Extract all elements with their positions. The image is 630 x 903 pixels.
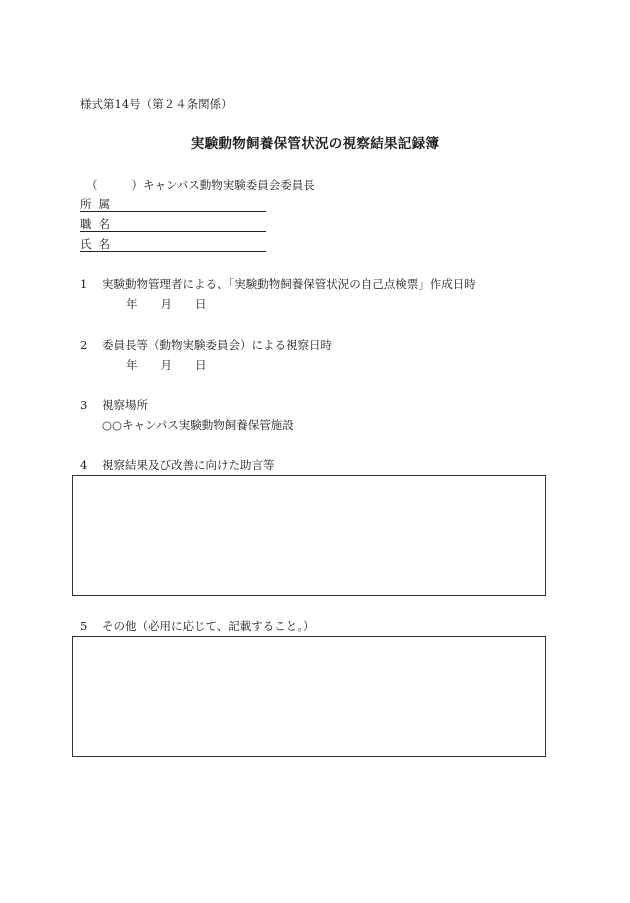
section-4-text: 視察結果及び改善に向けた助言等 [102,458,275,472]
addressee-title: ）キャンパス動物実験委員会委員長 [131,178,315,192]
field-label-position: 職名 [80,217,117,231]
field-label-name: 氏名 [80,237,117,251]
page-title: 実験動物飼養保管状況の視察結果記録簿 [190,136,440,152]
section-1-number: 1 [80,277,88,291]
section-4-number: 4 [80,458,88,472]
section-2-text: 委員長等（動物実験委員会）による視察日時 [102,338,332,352]
section-3-location: ○○キャンパス実験動物飼養保管施設 [102,418,294,432]
section-1-date: 年 月 日 [126,297,207,311]
section-3-text: 視察場所 [102,398,148,412]
section-1-text: 実験動物管理者による、「実験動物飼養保管状況の自己点検票」作成日時 [102,277,476,291]
form-number: 様式第14号（第２４条関係） [80,97,233,111]
section-2-number: 2 [80,338,88,352]
section-4-textbox[interactable] [72,475,546,596]
field-underline-affiliation [80,211,266,212]
section-3-number: 3 [80,398,88,412]
section-4-heading [80,460,275,472]
addressee-line [86,180,315,192]
section-5-heading [80,621,315,633]
field-label-affiliation: 所属 [80,197,117,211]
section-3-heading [80,400,148,412]
field-underline-position [80,231,266,232]
section-2-date: 年 月 日 [126,358,207,372]
section-5-text: その他（必用に応じて、記載すること。） [102,619,315,633]
addressee-open-paren: （ [86,178,98,192]
section-2-heading [80,340,332,352]
section-1-heading [80,279,476,291]
field-underline-name [80,251,266,252]
section-5-textbox[interactable] [72,636,546,757]
section-5-number: 5 [80,619,88,633]
